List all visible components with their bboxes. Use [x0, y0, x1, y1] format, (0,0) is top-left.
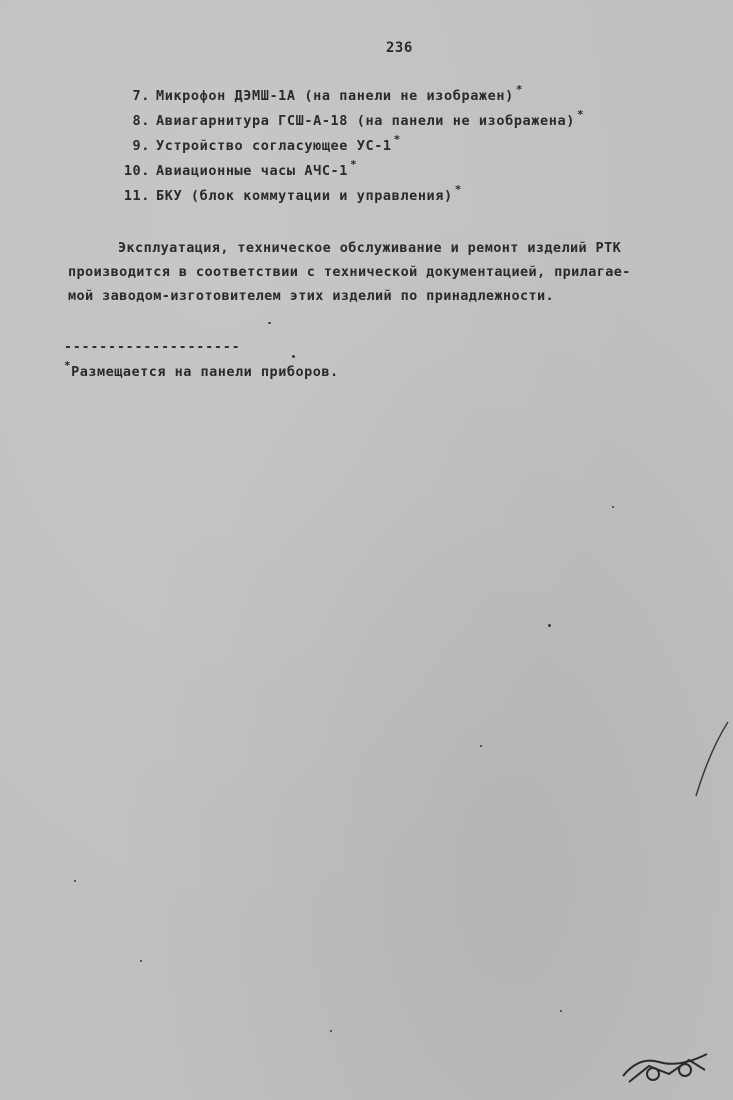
scan-speck — [330, 1030, 332, 1032]
scan-speck — [140, 960, 142, 962]
scan-speck — [292, 355, 295, 358]
footnote — [62, 359, 339, 380]
paragraph-line: Эксплуатация, техническое обслуживание и ремонт изделий РТК — [118, 240, 622, 256]
equipment-list — [106, 84, 666, 209]
list-item — [106, 134, 666, 159]
footnote-marker: * — [454, 183, 462, 196]
list-item-number: 8. — [132, 113, 150, 129]
edge-mark-icon — [690, 720, 730, 800]
paragraph-line: производится в соответствии с технической документацией, прилагае- — [68, 264, 631, 280]
footnote-text: Размещается на панели приборов. — [71, 364, 339, 380]
list-item-text: Авиагарнитура ГСШ-А-18 (на панели не изображена) — [156, 113, 575, 129]
list-item — [106, 109, 666, 134]
scan-speck — [560, 1010, 562, 1012]
scan-speck — [268, 322, 271, 324]
scan-speck — [548, 624, 551, 627]
footnote-marker: * — [515, 83, 524, 96]
footnote-marker: * — [393, 133, 401, 146]
footnote-separator: -------------------- — [64, 340, 241, 355]
scan-speck — [612, 506, 614, 508]
list-item — [106, 159, 666, 184]
corner-stamp-icon — [619, 1036, 711, 1086]
list-item-number: 9. — [132, 138, 150, 154]
paragraph-line: мой заводом-изготовителем этих изделий по принадлежности. — [68, 288, 555, 304]
page-number: 236 — [386, 40, 413, 56]
list-item — [106, 84, 666, 109]
footnote-marker: * — [64, 359, 72, 372]
list-item-number: 10. — [123, 163, 150, 179]
list-item — [106, 184, 666, 209]
scan-speck — [74, 880, 76, 882]
list-item-number: 7. — [132, 88, 150, 104]
footnote-marker: * — [350, 158, 358, 171]
list-item-text: Устройство согласующее УС-1 — [156, 138, 392, 154]
scan-speck — [480, 745, 482, 747]
list-item-text: Авиационные часы АЧС-1 — [156, 163, 349, 179]
body-paragraph — [68, 236, 708, 308]
list-item-text: Микрофон ДЭМШ-1А (на панели не изображен) — [156, 88, 514, 104]
list-item-text: БКУ (блок коммутации и управления) — [156, 188, 453, 204]
list-item-number: 11. — [123, 188, 150, 204]
footnote-marker: * — [576, 108, 585, 121]
